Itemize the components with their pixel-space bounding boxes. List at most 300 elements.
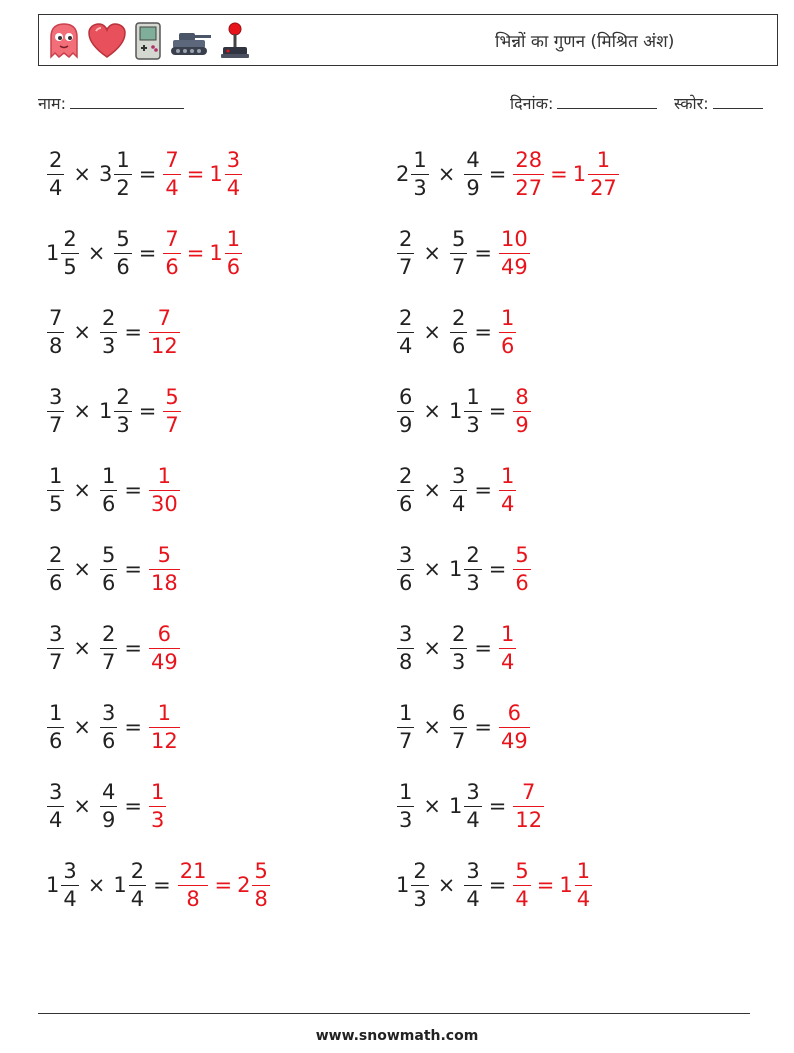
answer-fraction (498, 700, 531, 753)
numerator: 5 (116, 226, 130, 251)
operand-b (448, 384, 483, 437)
equals-sign: = (124, 715, 142, 739)
denominator: 49 (500, 728, 528, 753)
equals-sign: = (474, 320, 492, 344)
fraction (47, 463, 64, 516)
numerator: 3 (466, 779, 480, 804)
denominator: 9 (466, 175, 480, 200)
answer-fraction (148, 463, 181, 516)
fraction (450, 226, 467, 279)
operand-a (46, 779, 65, 832)
fraction (252, 858, 269, 911)
numerator: 2 (466, 542, 480, 567)
fraction (499, 305, 516, 358)
operand-a (396, 858, 430, 911)
numerator: 2 (130, 858, 145, 883)
denominator: 6 (116, 254, 130, 279)
denominator: 2 (116, 175, 130, 200)
fraction (47, 384, 64, 437)
whole-number: 1 (396, 873, 410, 897)
date-label: दिनांक: (510, 94, 554, 113)
times-sign: × (73, 478, 91, 502)
whole-number: 1 (98, 399, 113, 423)
answer (177, 858, 271, 911)
denominator: 3 (466, 412, 480, 437)
answer-fraction (148, 305, 181, 358)
fraction (149, 542, 180, 595)
times-sign: × (423, 241, 441, 265)
numerator: 7 (49, 305, 63, 330)
equals-sign: = (186, 162, 205, 186)
numerator: 2 (413, 858, 427, 883)
fraction (149, 779, 166, 832)
denominator: 7 (49, 412, 63, 437)
denominator: 4 (63, 886, 77, 911)
denominator: 4 (500, 491, 515, 516)
problem-17 (46, 774, 167, 838)
times-sign: × (437, 873, 456, 897)
denominator: 4 (165, 175, 179, 200)
fraction (397, 384, 414, 437)
score-field (674, 92, 763, 114)
score-blank[interactable] (713, 93, 763, 109)
numerator: 3 (399, 542, 413, 567)
handheld-console-icon (133, 21, 163, 61)
denominator: 4 (466, 807, 480, 832)
whole-number: 1 (209, 162, 223, 186)
denominator: 12 (150, 333, 178, 358)
answer-fraction (512, 779, 545, 832)
numerator: 5 (157, 542, 172, 567)
numerator: 2 (49, 147, 63, 172)
numerator: 1 (157, 463, 172, 488)
fraction (450, 700, 467, 753)
denominator: 7 (451, 254, 466, 279)
student-fields (38, 92, 778, 118)
equals-sign: = (488, 873, 507, 897)
fraction (397, 463, 414, 516)
fraction (225, 226, 242, 279)
numerator: 1 (413, 147, 427, 172)
operand-b (113, 226, 132, 279)
numerator: 1 (596, 147, 611, 172)
operand-b (99, 700, 118, 753)
answer-fraction (498, 463, 517, 516)
numerator: 6 (451, 700, 466, 725)
denominator: 4 (49, 807, 63, 832)
answer (498, 226, 531, 279)
answer (498, 305, 517, 358)
answer-fraction (498, 305, 517, 358)
numerator: 3 (451, 463, 466, 488)
whole-number: 3 (98, 162, 113, 186)
denominator: 8 (399, 649, 413, 674)
times-sign: × (73, 162, 91, 186)
numerator: 3 (63, 858, 77, 883)
operand-b (449, 700, 468, 753)
fraction (100, 779, 117, 832)
problem-5 (46, 300, 181, 364)
denominator: 6 (49, 570, 63, 595)
numerator: 1 (500, 621, 515, 646)
fraction (513, 542, 530, 595)
fraction (513, 858, 530, 911)
numerator: 5 (101, 542, 116, 567)
denominator: 9 (101, 807, 116, 832)
name-blank[interactable] (70, 93, 184, 109)
equals-sign: = (124, 478, 142, 502)
times-sign: × (87, 241, 106, 265)
operand-a (396, 700, 415, 753)
problem-1 (46, 142, 243, 206)
numerator: 5 (515, 542, 529, 567)
fraction (450, 621, 467, 674)
answer-fraction (148, 700, 181, 753)
fraction (100, 542, 117, 595)
operand-a (46, 147, 65, 200)
problem-18 (396, 774, 545, 838)
numerator: 2 (451, 305, 466, 330)
fraction (61, 858, 78, 911)
numerator: 6 (157, 621, 172, 646)
operand-a (396, 305, 415, 358)
name-field (38, 92, 184, 114)
times-sign: × (73, 320, 91, 344)
operand-b (448, 779, 483, 832)
answer (162, 384, 181, 437)
fraction (225, 147, 242, 200)
fraction (100, 621, 117, 674)
denominator: 6 (399, 491, 413, 516)
equals-sign: = (214, 873, 233, 897)
times-sign: × (423, 794, 441, 818)
equals-sign: = (474, 636, 492, 660)
denominator: 8 (178, 885, 209, 910)
numerator: 3 (466, 858, 480, 883)
fraction (149, 700, 180, 753)
operand-a (396, 147, 430, 200)
fraction (397, 621, 414, 674)
numerator: 2 (451, 621, 466, 646)
fraction (114, 226, 131, 279)
numerator: 1 (157, 700, 172, 725)
denominator: 3 (150, 807, 165, 832)
operand-b (449, 463, 468, 516)
problem-20 (396, 853, 593, 917)
denominator: 6 (101, 491, 116, 516)
fraction (397, 542, 414, 595)
operand-b (449, 226, 468, 279)
equals-sign: = (474, 478, 492, 502)
denominator: 8 (49, 333, 63, 358)
denominator: 4 (130, 886, 145, 911)
equals-sign: = (536, 873, 555, 897)
denominator: 4 (466, 886, 480, 911)
problem-19 (46, 853, 271, 917)
numerator: 21 (179, 858, 207, 883)
denominator: 4 (49, 175, 63, 200)
fraction (499, 700, 530, 753)
answer-fraction (512, 858, 531, 911)
problem-9 (46, 458, 181, 522)
answer (162, 147, 243, 200)
operand-a (396, 542, 415, 595)
denominator: 3 (413, 175, 427, 200)
numerator: 3 (101, 700, 116, 725)
fraction (499, 621, 516, 674)
operand-a (46, 305, 65, 358)
answer-fraction (148, 621, 181, 674)
fraction (411, 147, 428, 200)
problem-7 (46, 379, 182, 443)
problem-6 (396, 300, 517, 364)
answer (498, 700, 531, 753)
answer-fraction (512, 384, 531, 437)
numerator: 1 (150, 779, 165, 804)
answer (512, 858, 593, 911)
fraction (163, 226, 180, 279)
equals-sign: = (124, 320, 142, 344)
fraction (450, 305, 467, 358)
times-sign: × (73, 715, 91, 739)
answer-fraction (162, 226, 181, 279)
operand-a (46, 700, 65, 753)
fraction (499, 463, 516, 516)
score-label: स्कोर: (674, 94, 709, 113)
denominator: 4 (500, 649, 515, 674)
operand-b (449, 305, 468, 358)
answer (148, 621, 181, 674)
denominator: 6 (451, 333, 466, 358)
numerator: 2 (101, 305, 116, 330)
numerator: 4 (466, 147, 480, 172)
answer (498, 463, 517, 516)
denominator: 30 (150, 491, 178, 516)
numerator: 5 (165, 384, 179, 409)
times-sign: × (437, 162, 456, 186)
denominator: 6 (399, 570, 413, 595)
answer (512, 384, 531, 437)
answer (148, 463, 181, 516)
numerator: 1 (101, 463, 116, 488)
equals-sign: = (124, 794, 142, 818)
whole-number: 2 (237, 873, 251, 897)
denominator: 6 (226, 254, 241, 279)
operand-b (99, 542, 118, 595)
equals-sign: = (474, 715, 492, 739)
times-sign: × (423, 636, 441, 660)
numerator: 3 (226, 147, 241, 172)
worksheet-title: भिन्नों का गुणन (मिश्रित अंश) (495, 32, 675, 52)
numerator: 2 (399, 226, 413, 251)
operand-b (99, 621, 118, 674)
fraction (464, 858, 481, 911)
problem-4 (396, 221, 531, 285)
answer (148, 542, 181, 595)
fraction (397, 305, 414, 358)
denominator: 3 (101, 333, 116, 358)
fraction (100, 305, 117, 358)
answer-fraction (162, 147, 181, 200)
answer-fraction (498, 621, 517, 674)
numerator: 1 (399, 779, 413, 804)
operand-b (463, 858, 482, 911)
operand-a (46, 463, 65, 516)
denominator: 3 (413, 886, 427, 911)
answer-fraction (148, 542, 181, 595)
denominator: 9 (399, 412, 413, 437)
times-sign: × (423, 557, 441, 581)
denominator: 3 (466, 570, 480, 595)
fraction (100, 700, 117, 753)
numerator: 1 (49, 700, 63, 725)
footer-url: www.snowmath.com (315, 1028, 479, 1044)
answer-fraction (162, 384, 181, 437)
denominator: 6 (515, 570, 529, 595)
equals-sign: = (488, 162, 507, 186)
numerator: 5 (451, 226, 466, 251)
whole-number: 1 (113, 873, 127, 897)
equals-sign: = (138, 162, 157, 186)
numerator: 6 (507, 700, 522, 725)
fraction (499, 226, 530, 279)
answer-fraction (512, 542, 531, 595)
fraction (47, 542, 64, 595)
fraction (149, 305, 180, 358)
whole-number: 1 (559, 873, 573, 897)
denominator: 7 (101, 649, 116, 674)
answer (148, 305, 181, 358)
answer (512, 542, 531, 595)
operand-a (396, 621, 415, 674)
fraction (450, 463, 467, 516)
denominator: 4 (515, 886, 529, 911)
whole-number: 1 (46, 873, 60, 897)
ghost-icon (47, 21, 81, 61)
times-sign: × (73, 794, 91, 818)
fraction (411, 858, 428, 911)
fraction (513, 147, 544, 200)
denominator: 9 (515, 412, 529, 437)
whole-number: 2 (396, 162, 410, 186)
operand-b (113, 858, 147, 911)
fraction (114, 147, 131, 200)
problem-14 (396, 616, 517, 680)
answer (498, 621, 517, 674)
denominator: 12 (150, 728, 178, 753)
numerator: 2 (63, 226, 77, 251)
fraction (575, 858, 592, 911)
equals-sign: = (153, 873, 171, 897)
numerator: 5 (515, 858, 529, 883)
fraction (464, 542, 481, 595)
times-sign: × (73, 636, 91, 660)
problem-8 (396, 379, 532, 443)
fraction (178, 858, 209, 911)
answer-fraction (177, 858, 210, 911)
denominator: 3 (399, 807, 413, 832)
worksheet-header (38, 14, 778, 66)
problem-12 (396, 537, 532, 601)
fraction (47, 147, 64, 200)
numerator: 28 (515, 147, 543, 172)
fraction (397, 700, 414, 753)
numerator: 1 (466, 384, 480, 409)
numerator: 1 (226, 226, 241, 251)
header-icons (47, 20, 251, 62)
operand-b (98, 147, 133, 200)
operand-a (46, 384, 65, 437)
denominator: 7 (399, 254, 413, 279)
fraction (464, 384, 481, 437)
date-field (510, 92, 657, 114)
numerator: 4 (101, 779, 116, 804)
times-sign: × (423, 478, 441, 502)
answer (162, 226, 243, 279)
times-sign: × (87, 873, 106, 897)
operand-a (396, 226, 415, 279)
answer-fraction (572, 147, 620, 200)
answer (148, 700, 181, 753)
tank-icon (169, 25, 213, 57)
fraction (47, 305, 64, 358)
numerator: 7 (522, 779, 536, 804)
fraction (513, 384, 530, 437)
operand-b (449, 621, 468, 674)
date-blank[interactable] (557, 93, 657, 109)
problem-13 (46, 616, 181, 680)
whole-number: 1 (46, 241, 60, 265)
equals-sign: = (488, 794, 507, 818)
denominator: 3 (451, 649, 466, 674)
problem-3 (46, 221, 243, 285)
whole-number: 1 (448, 557, 463, 581)
numerator: 2 (49, 542, 63, 567)
denominator: 5 (63, 254, 77, 279)
operand-b (448, 542, 483, 595)
answer-fraction (559, 858, 593, 911)
fraction (397, 779, 414, 832)
equals-sign: = (124, 636, 142, 660)
denominator: 27 (515, 175, 543, 200)
times-sign: × (73, 557, 91, 581)
numerator: 1 (500, 305, 515, 330)
answer-fraction (498, 226, 531, 279)
problem-15 (46, 695, 181, 759)
fraction (464, 147, 481, 200)
equals-sign: = (124, 557, 142, 581)
times-sign: × (73, 399, 91, 423)
numerator: 3 (49, 621, 63, 646)
numerator: 10 (500, 226, 528, 251)
numerator: 7 (157, 305, 172, 330)
denominator: 8 (254, 886, 268, 911)
denominator: 6 (101, 728, 116, 753)
whole-number: 1 (209, 241, 223, 265)
equals-sign: = (550, 162, 568, 186)
operand-b (99, 305, 118, 358)
denominator: 4 (399, 333, 413, 358)
equals-sign: = (138, 241, 157, 265)
answer-fraction (148, 779, 167, 832)
answer-fraction (209, 226, 243, 279)
numerator: 5 (254, 858, 268, 883)
operand-a (46, 226, 80, 279)
fraction (47, 621, 64, 674)
numerator: 1 (399, 700, 413, 725)
times-sign: × (423, 320, 441, 344)
problem-10 (396, 458, 517, 522)
